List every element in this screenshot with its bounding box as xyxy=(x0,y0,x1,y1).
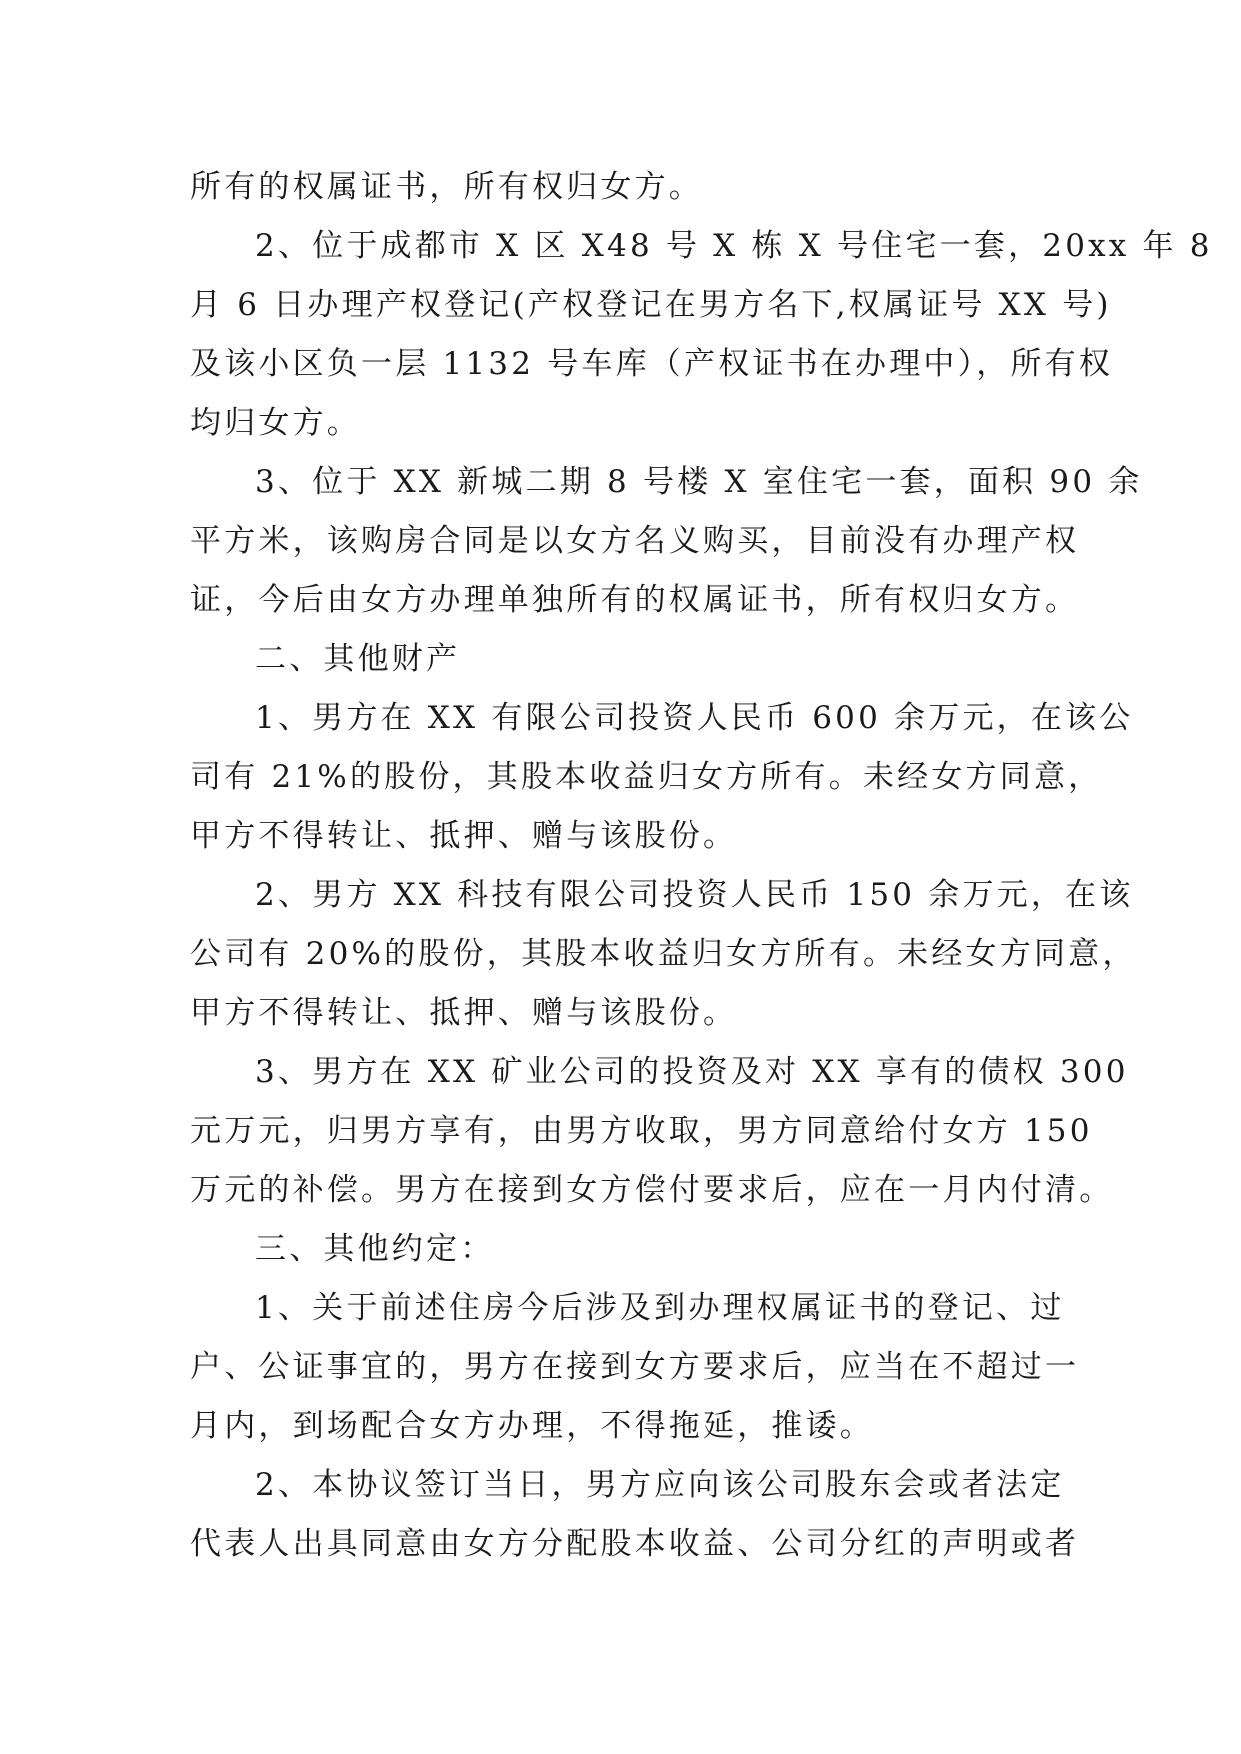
text-line: 户、公证事宜的，男方在接到女方要求后，应当在不超过一 xyxy=(190,1349,1080,1385)
text-line: 甲方不得转让、抵押、赠与该股份。 xyxy=(190,818,738,854)
text-line: 2、位于成都市 X 区 X48 号 X 栋 X 号住宅一套，20xx 年 8 xyxy=(255,228,1213,264)
text-line: 平方米，该购房合同是以女方名义购买，目前没有办理产权 xyxy=(190,523,1080,559)
text-line: 所有的权属证书，所有权归女方。 xyxy=(190,169,703,205)
text-line: 均归女方。 xyxy=(190,405,361,441)
text-line: 二、其他财产 xyxy=(255,641,461,677)
text-line: 3、位于 XX 新城二期 8 号楼 X 室住宅一套，面积 90 余 xyxy=(255,464,1143,500)
document-body xyxy=(190,158,1213,1574)
text-line: 元万元，归男方享有，由男方收取，男方同意给付女方 150 xyxy=(190,1113,1093,1149)
text-line: 甲方不得转让、抵押、赠与该股份。 xyxy=(190,995,738,1031)
text-line: 万元的补偿。男方在接到女方偿付要求后，应在一月内付清。 xyxy=(190,1172,1114,1208)
text-line: 2、本协议签订当日，男方应向该公司股东会或者法定 xyxy=(255,1467,1065,1503)
text-line: 司有 21%的股份，其股本收益归女方所有。未经女方同意， xyxy=(190,759,1103,795)
text-line: 代表人出具同意由女方分配股本收益、公司分红的声明或者 xyxy=(190,1526,1080,1562)
text-line: 月内，到场配合女方办理，不得拖延，推诿。 xyxy=(190,1408,874,1444)
text-line: 三、其他约定： xyxy=(255,1231,495,1267)
text-line: 公司有 20%的股份，其股本收益归女方所有。未经女方同意， xyxy=(190,936,1137,972)
text-line: 证，今后由女方办理单独所有的权属证书，所有权归女方。 xyxy=(190,582,1080,618)
text-line: 及该小区负一层 1132 号车库（产权证书在办理中），所有权 xyxy=(190,346,1114,382)
text-line: 3、男方在 XX 矿业公司的投资及对 XX 享有的债权 300 xyxy=(255,1054,1129,1090)
text-line: 2、男方 XX 科技有限公司投资人民币 150 余万元，在该 xyxy=(255,877,1134,913)
text-line: 1、男方在 XX 有限公司投资人民币 600 余万元，在该公 xyxy=(255,700,1134,736)
text-line: 1、关于前述住房今后涉及到办理权属证书的登记、过 xyxy=(255,1290,1065,1326)
text-line: 月 6 日办理产权登记(产权登记在男方名下,权属证号 XX 号) xyxy=(190,287,1112,323)
